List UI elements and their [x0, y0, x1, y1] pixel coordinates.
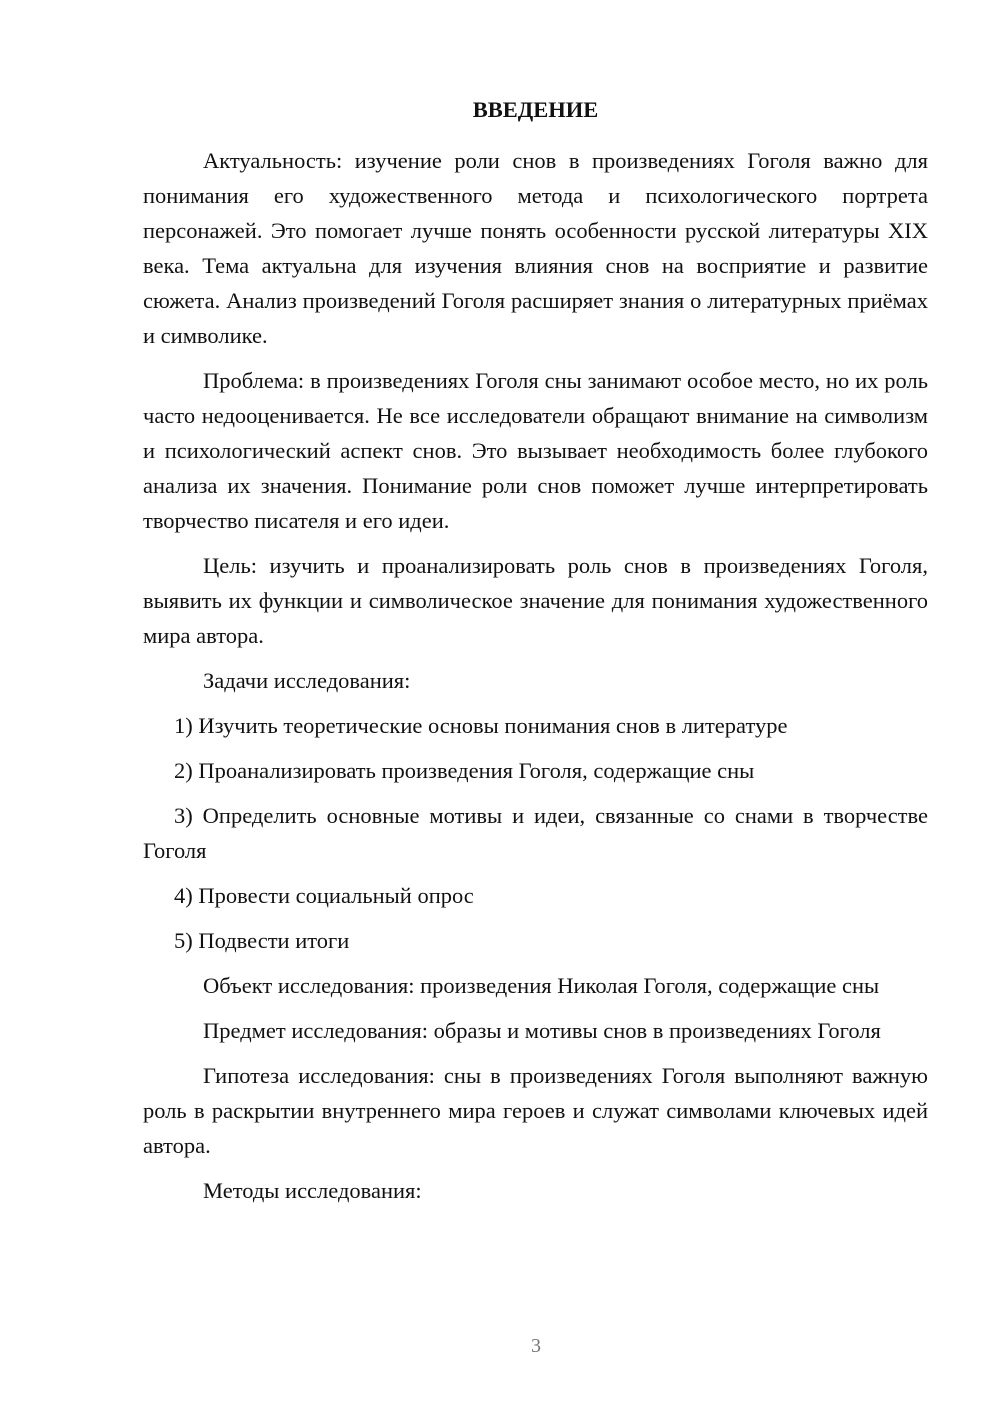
problem-paragraph: Проблема: в произведениях Гоголя сны занимают особое место, но их роль часто недооценивается. Не все исследователи обращают внимание на символизм и психологический аспект снов. Это вызывает необходимость более глубокого анализа их значения. Понимание роли снов поможет лучше интерпретировать творчество писателя и его идеи.: [143, 368, 928, 533]
relevance-paragraph: Актуальность: изучение роли снов в произведениях Гоголя важно для понимания его художественного метода и психологического портрета персонажей. Это помогает лучше понять особенности русской литературы XIX века. Тема актуальна для изучения влияния снов на восприятие и развитие сюжета. Анализ произведений Гоголя расширяет знания о литературных приёмах и символике.: [143, 148, 928, 348]
section-title: ВВЕДЕНИЕ: [472, 97, 599, 122]
task-item: 3) Определить основные мотивы и идеи, связанные со снами в творчестве Гоголя: [143, 803, 928, 863]
page-content: [143, 95, 928, 1218]
task-item: 2) Проанализировать произведения Гоголя, содержащие сны: [174, 758, 755, 783]
task-item: 5) Подвести итоги: [174, 928, 350, 953]
methods-heading: Методы исследования:: [203, 1178, 422, 1203]
task-item: 4) Провести социальный опрос: [174, 883, 474, 908]
tasks-heading: Задачи исследования:: [203, 668, 411, 693]
task-item: 1) Изучить теоретические основы понимания снов в литературе: [174, 713, 788, 738]
goal-paragraph: Цель: изучить и проанализировать роль снов в произведениях Гоголя, выявить их функции и символическое значение для понимания художественного мира автора.: [143, 553, 928, 648]
hypothesis-paragraph: Гипотеза исследования: сны в произведениях Гоголя выполняют важную роль в раскрытии внутреннего мира героев и служат символами ключевых идей автора.: [143, 1063, 928, 1158]
page-number: 3: [531, 1335, 541, 1357]
subject-paragraph: Предмет исследования: образы и мотивы снов в произведениях Гоголя: [203, 1018, 881, 1043]
object-paragraph: Объект исследования: произведения Николая Гоголя, содержащие сны: [203, 973, 880, 998]
